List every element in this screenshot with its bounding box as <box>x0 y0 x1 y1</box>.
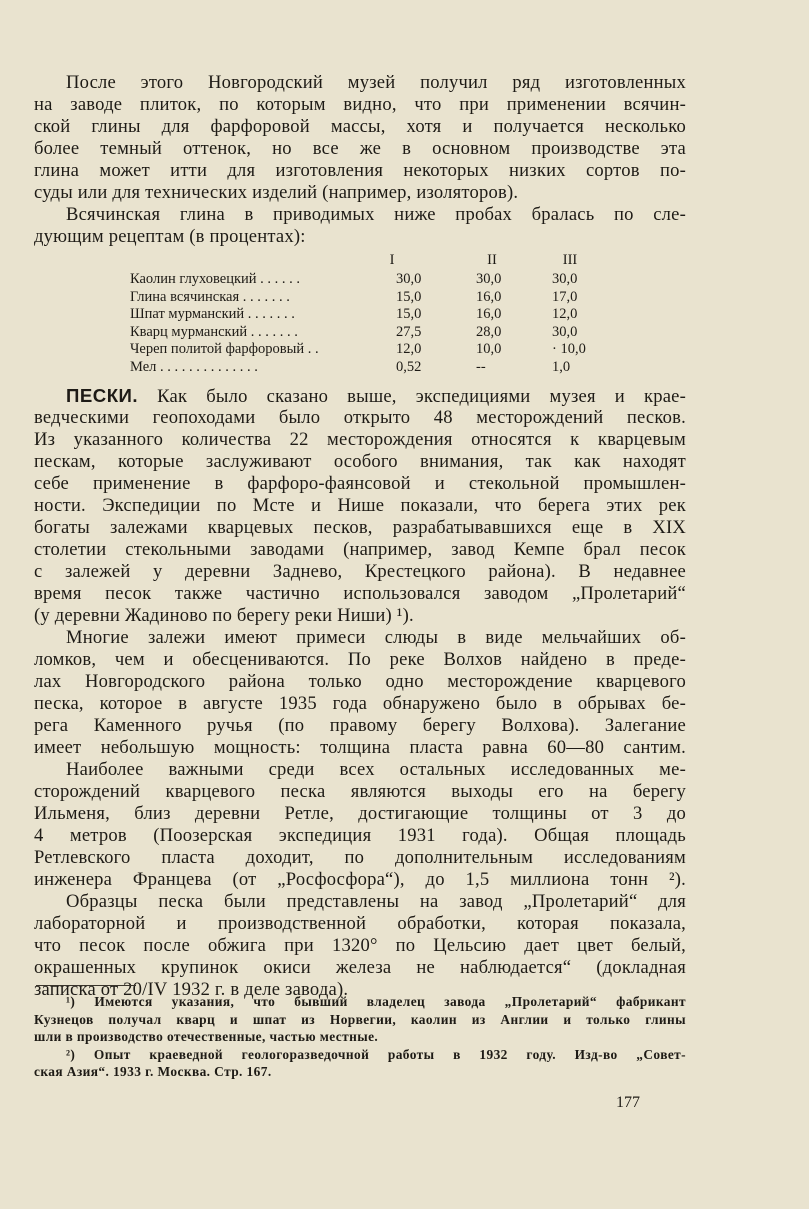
text-line: Всячинская глина в приводимых ниже пробах бралась по сле- <box>66 204 686 225</box>
table-header <box>130 249 600 271</box>
table-row <box>130 306 600 324</box>
column-header: I <box>389 252 395 268</box>
ingredient-name: Шпат мурманский . . . . . . . <box>130 306 295 323</box>
recipe-table <box>130 249 600 377</box>
section-heading: ПЕСКИ. <box>66 385 139 406</box>
text-line: Многие залежи имеют примеси слюды в виде мельчайших об- <box>66 627 686 648</box>
text-line: Образцы песка были представлены на завод „Пролетарий“ для <box>66 891 686 912</box>
table-row <box>130 271 600 289</box>
value-cell: 16,0 <box>476 288 502 305</box>
value-cell: 30,0 <box>396 271 422 287</box>
text-line: Из указанного количества 22 месторождения относятся к кварцевым <box>34 429 686 450</box>
text-line: более темный оттенок, но все же в основном производстве эта <box>34 138 686 159</box>
value-cell: 30,0 <box>552 323 578 340</box>
footnote-line: ская Азия“. 1933 г. Москва. Стр. 167. <box>34 1064 272 1079</box>
value-cell: · 10,0 <box>552 341 586 358</box>
footnotes <box>34 993 686 1081</box>
value-cell: 15,0 <box>396 288 422 305</box>
text-line: столетии стекольными заводами (например, завод Кемпе брал песок <box>34 539 686 560</box>
text-span: Как было сказано выше, экспедициями музея и крае- <box>157 386 686 407</box>
paragraph-clay-samples <box>34 72 686 248</box>
footnote-line: шли в производство отечественные, частью местные. <box>34 1029 379 1044</box>
value-cell: 1,0 <box>552 358 571 375</box>
value-cell: 0,52 <box>396 358 422 375</box>
footnote-line: ²) Опыт краеведной геологоразведочной работы в 1932 году. Изд-во „Совет- <box>66 1046 686 1062</box>
text-line: Наиболее важными среди всех остальных исследованных ме- <box>66 759 686 780</box>
text-line: себе применение в фарфоро-фаянсовой и стекольной промышлен- <box>34 473 686 494</box>
text-line: песка, которое в августе 1935 года обнаружено было в обрывах бе- <box>34 693 686 714</box>
value-cell: -- <box>476 358 486 375</box>
value-cell: 17,0 <box>552 288 578 305</box>
text-line: что песок после обжига при 1320° по Цельсию дает цвет белый, <box>34 935 686 956</box>
section-sands <box>34 385 686 1001</box>
text-line: ности. Экспедиции по Мсте и Нише показали, что берега этих рек <box>34 495 686 516</box>
ingredient-name: Каолин глуховецкий . . . . . . <box>130 271 301 287</box>
text-line: суды или для технических изделий (например, изоляторов). <box>34 182 519 203</box>
text-line: После этого Новгородский музей получил ряд изготовленных <box>66 72 686 93</box>
text-line: пескам, которые заслуживают особого внимания, так как находят <box>34 451 686 472</box>
table-row <box>130 324 600 342</box>
value-cell: 27,5 <box>396 323 422 340</box>
text-line: Ретлевского пласта доходит, по дополнительным исследованиям <box>34 847 686 868</box>
ingredient-name: Мел . . . . . . . . . . . . . . <box>130 358 258 375</box>
text-line: записка от 20/IV 1932 г. в деле завода). <box>34 979 349 1000</box>
value-cell: 15,0 <box>396 306 422 323</box>
text-line: дующим рецептам (в процентах): <box>34 226 306 247</box>
footnote-divider <box>36 985 136 986</box>
page-number: 177 <box>616 1094 640 1111</box>
text-line: глина может итти для изготовления некоторых низких сортов по- <box>34 160 686 181</box>
ingredient-name: Глина всячинская . . . . . . . <box>130 288 290 305</box>
text-line: на заводе плиток, по которым видно, что при применении всячин- <box>34 94 686 115</box>
text-line: ской глины для фарфоровой массы, хотя и получается несколько <box>34 116 686 137</box>
table-row <box>130 341 600 359</box>
text-line: время песок также частично использовался заводом „Пролетарий“ <box>34 583 686 604</box>
text-line: с залежей у деревни Заднево, Крестецкого района). В недавнее <box>34 561 686 582</box>
text-line: богаты залежами кварцевых песков, разрабатывавшихся еще в XIX <box>34 517 686 538</box>
table-row <box>130 289 600 307</box>
text-line: лах Новгородского района только одно месторождение кварцевого <box>34 671 686 692</box>
value-cell: 12,0 <box>396 341 422 358</box>
text-line: рега Каменного ручья (по правому берегу Волхова). Залегание <box>34 715 686 736</box>
text-line: Ильменя, близ деревни Ретле, достигающие толщины от 3 до <box>34 803 686 824</box>
value-cell: 16,0 <box>476 306 502 323</box>
column-header: II <box>487 252 497 268</box>
ingredient-name: Кварц мурманский . . . . . . . <box>130 323 298 340</box>
ingredient-name: Череп политой фарфоровый . . <box>130 341 319 358</box>
text-line: имеет небольшую мощность: толщина пласта равна 60—80 сантим. <box>34 737 686 758</box>
value-cell: 30,0 <box>476 271 502 287</box>
value-cell: 30,0 <box>552 271 578 287</box>
text-line: окрашенных крупинок окиси железа не наблюдается“ (докладная <box>34 957 686 978</box>
value-cell: 10,0 <box>476 341 502 358</box>
table-row <box>130 359 600 377</box>
column-header: III <box>562 252 578 268</box>
text-line: 4 метров (Поозерская экспедиция 1931 года). Общая площадь <box>34 825 686 846</box>
value-cell: 12,0 <box>552 306 578 323</box>
value-cell: 28,0 <box>476 323 502 340</box>
text-line: ломков, чем и обесцениваются. По реке Волхов найдено в преде- <box>34 649 686 670</box>
text-line: инженера Францева (от „Росфосфора“), до 1,5 миллиона тонн ²). <box>34 869 686 890</box>
text-line: сторождений кварцевого песка являются выходы его на берегу <box>34 781 686 802</box>
text-line: лабораторной и производственной обработки, которая показала, <box>34 913 686 934</box>
footnote-line: Кузнецов получал кварц и шпат из Норвегии, каолин из Англии и только глины <box>34 1011 686 1027</box>
text-line: ведческими геопоходами было открыто 48 месторождений песков. <box>34 407 686 428</box>
text-line: (у деревни Жадиново по берегу реки Ниши) ¹). <box>34 605 414 626</box>
footnote-line: ¹) Имеются указания, что бывший владелец завода „Пролетарий“ фабрикант <box>66 994 686 1009</box>
text-line <box>34 385 686 407</box>
